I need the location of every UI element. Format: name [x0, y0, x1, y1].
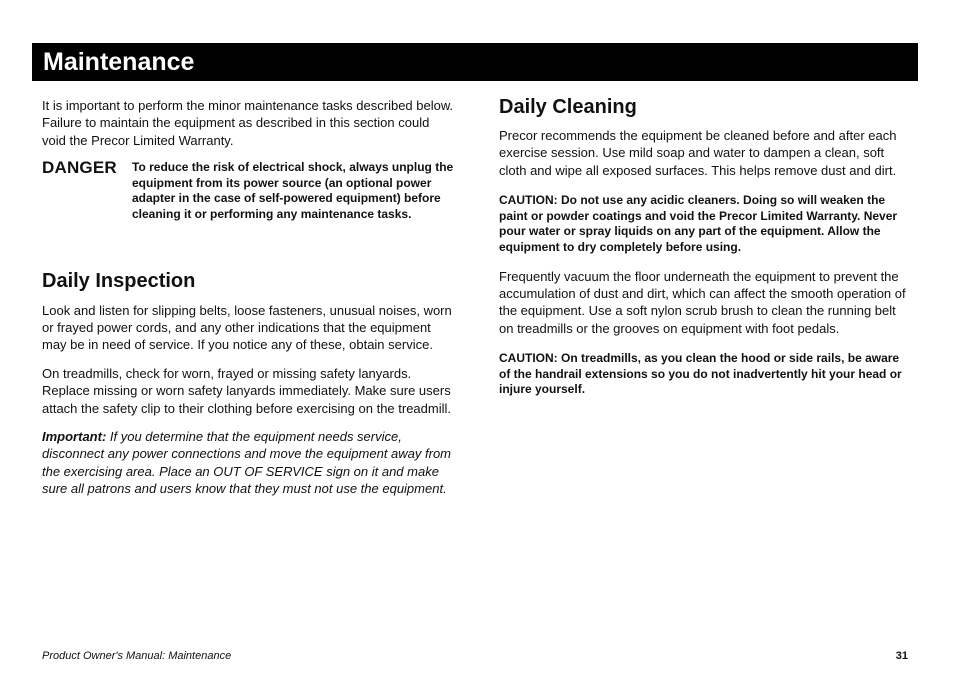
- inspection-paragraph-1: Look and listen for slipping belts, loose fasteners, unusual noises, worn or frayed power cords, and any other indications that the equipment may be in need of service. If you notice any of these, obtain service.: [42, 302, 452, 353]
- inspection-paragraph-2: On treadmills, check for worn, frayed or missing safety lanyards. Replace missing or worn safety lanyards immediately. Make sure users attach the safety clip to their clothing before exercising on the treadmill.: [42, 365, 451, 416]
- daily-inspection-heading: Daily Inspection: [42, 269, 196, 292]
- important-note: [42, 428, 456, 498]
- caution-acidic-cleaners: CAUTION: Do not use any acidic cleaners. Doing so will weaken the paint or powder coatings and void the Precor Limited Warranty. Never pour water or spray liquids on any part of the equipment. Allow the equipment to dry completely before using.: [499, 193, 898, 254]
- daily-cleaning-heading: Daily Cleaning: [499, 96, 637, 118]
- danger-label: DANGER: [42, 158, 117, 178]
- right-column: [499, 94, 909, 398]
- important-label: Important:: [42, 429, 107, 445]
- section-header-bar: [32, 43, 918, 81]
- intro-paragraph: It is important to perform the minor maintenance tasks described below. Failure to maintain the equipment as described in this section could void the Precor Limited Warranty.: [42, 98, 454, 148]
- cleaning-paragraph-1: Precor recommends the equipment be cleaned before and after each exercise session. Use mild soap and water to dampen a clean, soft cloth and wipe all exposed surfaces. This helps remove dust and dirt.: [499, 128, 897, 178]
- caution-handrail: CAUTION: On treadmills, as you clean the hood or side rails, be aware of the handrail extensions so you do not inadvertently hit your head or injure yourself.: [499, 351, 902, 397]
- footer-manual-title: Product Owner's Manual: Maintenance: [42, 650, 232, 662]
- page-title: Maintenance: [43, 48, 195, 76]
- cleaning-paragraph-2: Frequently vacuum the floor underneath the equipment to prevent the accumulation of dust and dirt, which can affect the smooth operation of the equipment. Use a soft nylon scrub brush to clean the running belt on treadmills or the grooves on equipment with foot pedals.: [499, 268, 906, 336]
- page-number: 31: [895, 650, 908, 662]
- important-text: If you determine that the equipment needs service, disconnect any power connections and move the equipment away from the exercising area. Place an OUT OF SERVICE sign on it and make sure all patrons and users know that they must not use the equipment.: [42, 429, 452, 497]
- danger-text: To reduce the risk of electrical shock, always unplug the equipment from its power source (an optional power adapter in the case of self-powered equipment) before cleaning it or performing any maintenance tasks.: [132, 160, 454, 221]
- left-column: [42, 97, 456, 498]
- danger-notice: [42, 158, 456, 222]
